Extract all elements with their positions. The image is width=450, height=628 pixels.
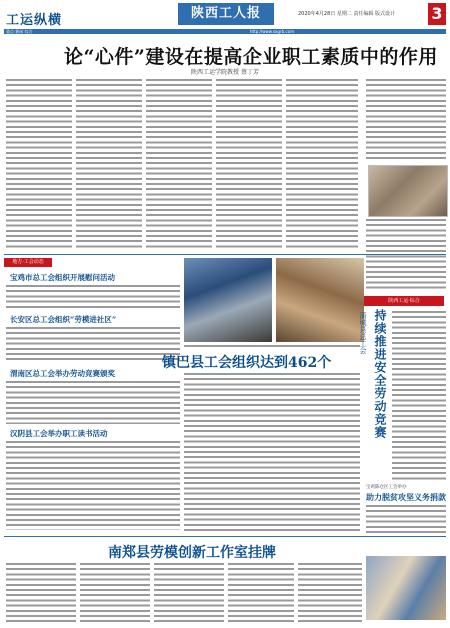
byline: 陕西工运学院教授 蔡丁芳 bbox=[191, 69, 259, 76]
brief-body-4 bbox=[6, 440, 180, 530]
article-column-3 bbox=[146, 78, 212, 250]
article-column-1 bbox=[6, 78, 72, 250]
article-column-4 bbox=[216, 78, 282, 250]
article-photo bbox=[368, 165, 448, 217]
main-headline: 论“心件”建设在提高企业职工素质中的作用 bbox=[64, 46, 438, 68]
news-photo-1 bbox=[184, 258, 272, 342]
vertical-headline: 持续推进安全劳动竞赛 bbox=[373, 309, 387, 439]
bottom-column-4 bbox=[228, 562, 294, 624]
article-column-6 bbox=[366, 78, 446, 162]
bottom-column-1 bbox=[6, 562, 76, 624]
header-sub-left: 重点 新闻 综合 bbox=[6, 29, 33, 34]
mid-article-body bbox=[184, 372, 360, 532]
paper-logo: 陕西工人报 bbox=[178, 3, 274, 25]
bottom-headline: 南郑县劳模创新工作室挂牌 bbox=[108, 545, 276, 561]
header-bar bbox=[4, 29, 446, 34]
brief-body-1 bbox=[6, 284, 180, 310]
bottom-divider bbox=[4, 536, 446, 537]
left-section-tag: 地方·工会动态 bbox=[4, 258, 52, 267]
brief-body-3 bbox=[6, 380, 180, 424]
section-divider bbox=[4, 254, 446, 255]
vertical-article-body bbox=[392, 310, 446, 480]
bottom-column-2 bbox=[80, 562, 150, 624]
date-line: 2020年4月28日 星期二 责任编辑 版式设计 bbox=[298, 11, 396, 17]
bottom-photo bbox=[366, 556, 446, 620]
section-name: 工运纵横 bbox=[6, 13, 63, 28]
mid-headline: 镇巴县工会组织达到462个 bbox=[162, 355, 332, 371]
right-article-headline: 助力脱贫攻坚义务捐款 bbox=[366, 492, 446, 502]
right-article-kicker: 宝鸡陈仓区工会举办 bbox=[366, 485, 407, 490]
article-column-5 bbox=[286, 78, 358, 250]
header-sub-right: http://www.sxgrb.com bbox=[250, 29, 294, 34]
photo-caption bbox=[184, 344, 360, 350]
brief-title-3: 渭南区总工会举办劳动竞赛颁奖 bbox=[10, 369, 115, 378]
brief-title-4: 汉阴县工会举办职工读书活动 bbox=[10, 429, 108, 438]
bottom-column-5 bbox=[298, 562, 362, 624]
vertical-subhead: 蒲城县总工会 bbox=[359, 312, 367, 354]
page-number: 3 bbox=[428, 3, 446, 25]
bottom-column-3 bbox=[154, 562, 224, 624]
article-column-2 bbox=[76, 78, 142, 250]
brief-title-1: 宝鸡市总工会组织开展慰问活动 bbox=[10, 273, 115, 282]
news-photo-2 bbox=[276, 258, 364, 342]
brief-title-2: 长安区总工会组织“劳模进社区” bbox=[10, 315, 117, 324]
right-article-body bbox=[366, 504, 446, 534]
right-section-tag: 陕西工运·综合 bbox=[364, 296, 444, 306]
brief-body-2 bbox=[6, 326, 180, 362]
article-column-7 bbox=[366, 218, 446, 292]
